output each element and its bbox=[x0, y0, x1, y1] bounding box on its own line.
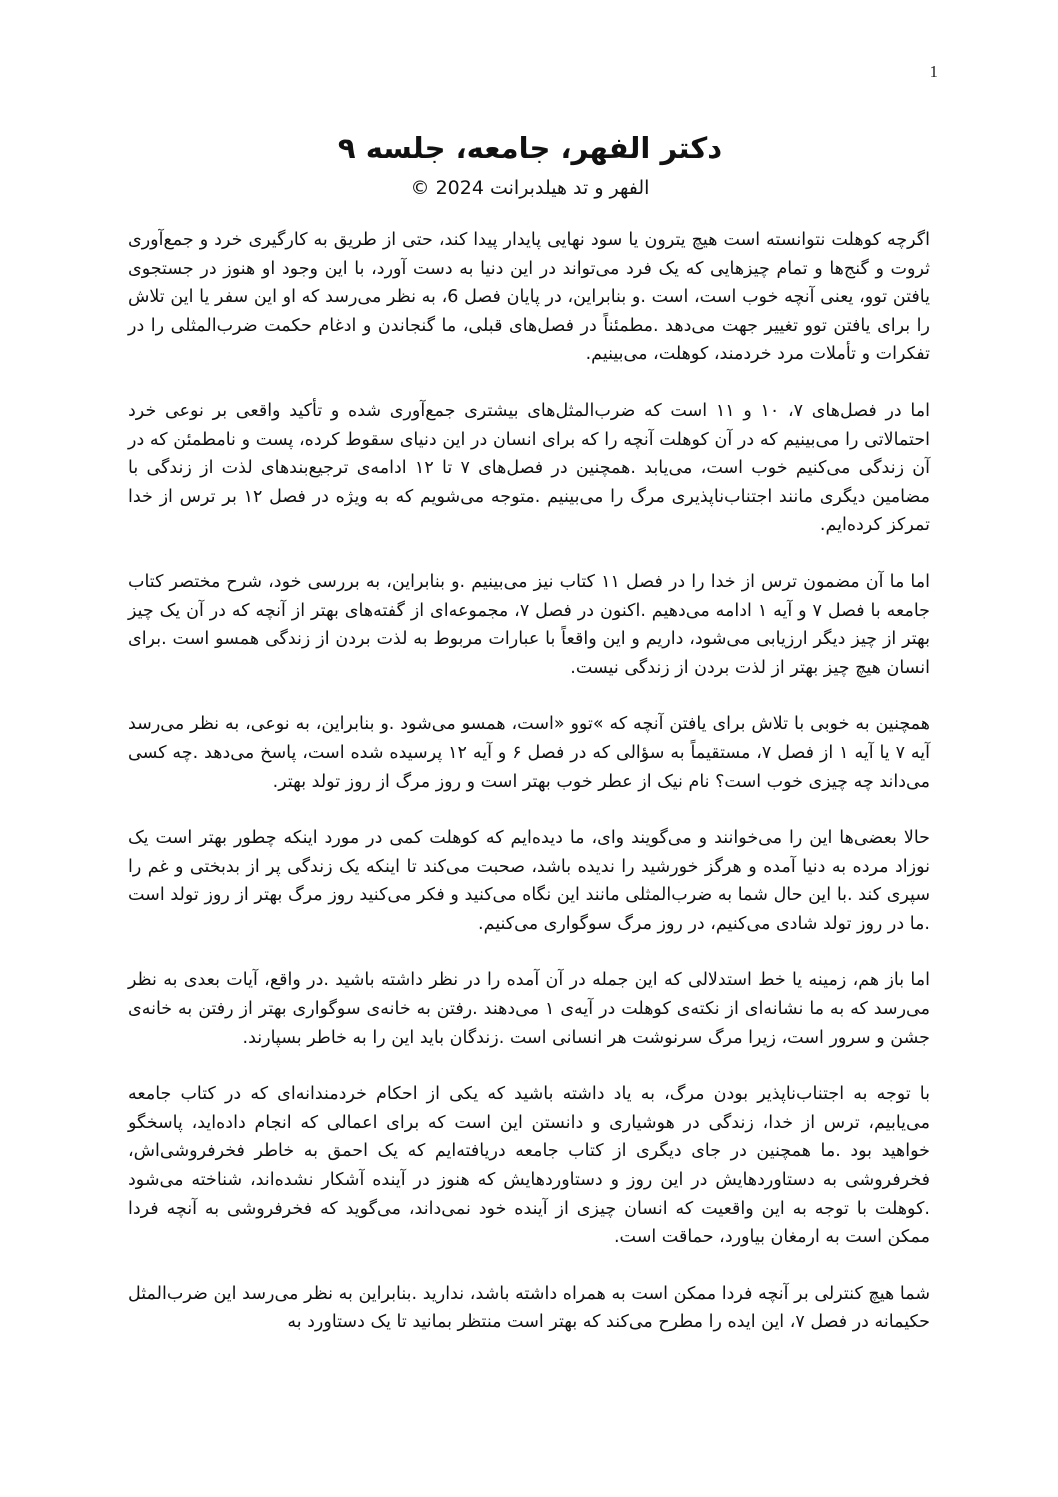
copyright-line: الفهر و تد هیلدبرانت 2024 © bbox=[410, 177, 650, 199]
paragraph: اما باز هم، زمینه یا خط استدلالی که این جمله در آن آمده را در نظر داشته باشید .در واقع، آیات بعدی به نظر می‌رسد که به ما نشانه‌ای از نکته‌ی کوهلت در آیه‌ی ۱ می‌دهند .رفتن به خانه‌ی سوگواری بهتر از رفتن به خانه‌ی جشن و سرور است، زیرا مرگ سرنوشت هر انسانی است .زندگان باید این را به خاطر بسپارند. bbox=[128, 970, 930, 1048]
paragraph: با توجه به اجتناب‌ناپذیر بودن مرگ، به یاد داشته باشید که یکی از احکام خردمندانه‌ای که در کتاب جامعه می‌یابیم، ترس از خدا، زندگی در هوشیاری و دانستن این است که برای اعمالی که انجام داده‌اید، پاسخگو خواهید بود .ما همچنین در جای دیگری از کتاب جامعه دریافته‌ایم که یک احمق به خاطر فخرفروشی‌اش، فخرفروشی به دستاوردهایش در این روز و دستاوردهایش که هنوز در آینده آشکار نشده‌اند، شناخته می‌شود .کوهلت با توجه به این واقعیت که انسان چیزی از آینده خود نمی‌داند، می‌گوید که فخرفروشی به آنچه فردا ممکن است به ارمغان بیاورد، حماقت است. bbox=[128, 1084, 930, 1248]
page-number: 1 bbox=[929, 62, 938, 81]
paragraph: اگرچه کوهلت نتوانسته است هیچ یترون یا سود نهایی پایدار پیدا کند، حتی از طریق به کارگیری خرد و جمع‌آوری ثروت و گنج‌ها و تمام چیزهایی که یک فرد می‌تواند در این دنیا به دست آورد، با این وجود او هنوز در جستجوی یافتن توو، یعنی آنچه خوب است، است .و بنابراین، در پایان فصل 6، به نظر می‌رسد که او این سفر یا این تلاش را برای یافتن توو تغییر جهت می‌دهد .مطمئناً در فصل‌های قبلی، ما گنجاندن و ادغام حکمت ضرب‌المثلی را در تفکرات و تأملات مرد خردمند، کوهلت، می‌بینیم. bbox=[128, 230, 930, 365]
paragraph: حالا بعضی‌ها این را می‌خوانند و می‌گویند وای، ما دیده‌ایم که کوهلت کمی در مورد اینکه چطور بهتر است یک نوزاد مرده به دنیا آمده و هرگز خورشید را ندیده باشد، صحبت می‌کند تا اینکه یک زندگی پر از بدبختی و غم را سپری کند .با این حال شما به ضرب‌المثلی مانند این نگاه می‌کنید و فکر می‌کنید روز مرگ بهتر از روز تولد است .ما در روز تولد شادی می‌کنیم، در روز مرگ سوگواری می‌کنیم. bbox=[128, 828, 930, 934]
paragraph: شما هیچ کنترلی بر آنچه فردا ممکن است به همراه داشته باشد، ندارید .بنابراین به نظر می‌رسد این ضرب‌المثل حکیمانه در فصل ۷، این ایده را مطرح می‌کند که بهتر است منتظر بمانید تا یک دستاورد به bbox=[128, 1283, 930, 1333]
document-title: دکتر الفهر، جامعه، جلسه ۹ bbox=[337, 131, 723, 165]
document-body bbox=[128, 226, 930, 1365]
paragraph: همچنین به خوبی با تلاش برای یافتن آنچه که »توو «است، همسو می‌شود .و بنابراین، به نوعی، به نظر می‌رسد آیه ۷ یا آیه ۱ از فصل ۷، مستقیماً به سؤالی که در فصل ۶ و آیه ۱۲ پرسیده شده است، پاسخ می‌دهد .چه کسی می‌داند چه چیزی خوب است؟ نام نیک از عطر خوب بهتر است و روز مرگ از روز تولد بهتر. bbox=[128, 714, 930, 792]
paragraph: اما در فصل‌های ۷، ۱۰ و ۱۱ است که ضرب‌المثل‌های بیشتری جمع‌آوری شده و تأکید واقعی بر نوعی خرد احتمالاتی را می‌بینیم که در آن کوهلت آنچه را که برای انسان در این دنیای سقوط کرده، پست و نامطمئن که در آن زندگی می‌کنیم خوب است، می‌یابد .همچنین در فصل‌های ۷ تا ۱۲ ادامه‌ی ترجیع‌بندهای لذت از زندگی با مضامین دیگری مانند اجتناب‌ناپذیری مرگ را می‌بینیم .متوجه می‌شویم که به ویژه در فصل ۱۲ بر ترس از خدا تمرکز کرده‌ایم. bbox=[128, 400, 930, 536]
document-header bbox=[130, 128, 930, 204]
paragraph: اما ما آن مضمون ترس از خدا را در فصل ۱۱ کتاب نیز می‌بینیم .و بنابراین، به بررسی خود، شرح مختصر کتاب جامعه با فصل ۷ و آیه ۱ ادامه می‌دهیم .اکنون در فصل ۷، مجموعه‌ای از گفته‌های بهتر از آنچه که در آن یک چیز بهتر از چیز دیگر ارزیابی می‌شود، داریم و این واقعاً با عبارات مربوط به لذت بردن از زندگی همسو است .برای انسان هیچ چیز بهتر از لذت بردن از زندگی نیست. bbox=[128, 571, 931, 678]
